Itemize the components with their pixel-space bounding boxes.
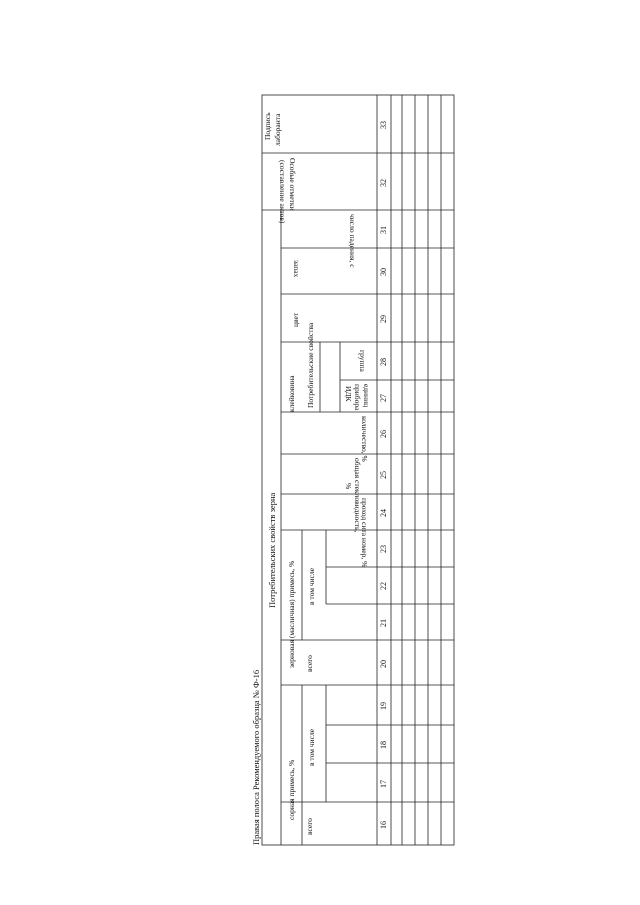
column-number: 23 <box>379 545 388 553</box>
vitreous-cell-line1: общая стекловидность, <box>353 458 362 533</box>
grain-group-title: зерновая (масличная) примесь, % <box>287 560 296 668</box>
gluten-group-title: клейковина <box>287 375 296 412</box>
column-number: 19 <box>379 702 388 710</box>
column-number: 30 <box>379 268 388 276</box>
column-number: 17 <box>379 780 388 788</box>
grain-incl-cell: в том числе <box>307 567 316 605</box>
column-number: 18 <box>379 741 388 749</box>
weed-total-cell: всего <box>305 818 314 835</box>
gluten-group-cell: группа <box>358 350 367 372</box>
gluten-qty-cell: количество, % <box>360 416 369 462</box>
special-marks-line2: (составление актов) <box>278 160 287 224</box>
signature-line2: лаборанта <box>273 113 282 146</box>
consumer-props-subgroup-title: Потребительские свойства <box>306 322 315 408</box>
column-number: 21 <box>379 619 388 627</box>
vitreous-cell-line2: % <box>344 483 353 490</box>
column-number: 16 <box>379 821 388 829</box>
color-cell: цвет <box>291 312 300 327</box>
gluten-units-line2: прибора <box>353 384 362 411</box>
smell-cell: запах <box>292 260 301 278</box>
column-number: 22 <box>379 582 388 590</box>
column-number: 27 <box>379 394 388 402</box>
column-number: 25 <box>379 471 388 479</box>
special-marks-line1: Особые отметки <box>288 158 297 211</box>
sieve-cell: проход сита номер, % <box>360 498 369 568</box>
column-number: 20 <box>379 660 388 668</box>
weed-incl-cell: в том числе <box>307 728 316 766</box>
page-caption: Правая полоса Рекомендуемого образца № Ф-16 <box>251 669 261 845</box>
column-number: 28 <box>379 358 388 366</box>
column-number: 33 <box>379 121 388 129</box>
grain-total-cell: всего <box>305 655 314 672</box>
column-number: 29 <box>379 315 388 323</box>
consumer-props-group-title: Потребительских свойств зерна <box>267 492 277 608</box>
weed-group-title: сорная примесь, % <box>287 759 296 820</box>
gluten-units-line3: ИДК <box>344 386 353 402</box>
falling-number-cell: число падения, с <box>348 214 357 268</box>
column-number: 26 <box>379 430 388 438</box>
signature-line1: Подпись <box>263 112 272 140</box>
column-number: 24 <box>379 509 388 517</box>
column-number: 31 <box>379 226 388 234</box>
gluten-units-line1: единиц <box>362 384 371 408</box>
column-number: 32 <box>379 179 388 187</box>
